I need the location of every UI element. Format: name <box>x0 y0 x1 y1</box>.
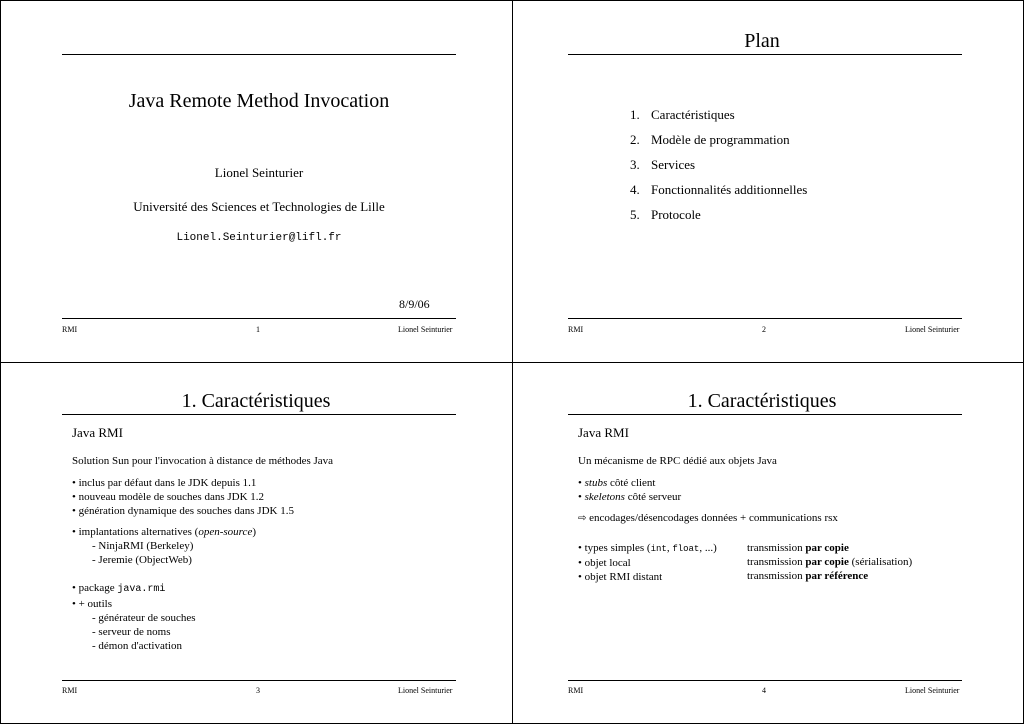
sub-item: - Jeremie (ObjectWeb) <box>92 554 192 566</box>
footer-page-number: 3 <box>256 686 260 695</box>
sub-item: - générateur de souches <box>92 612 196 624</box>
sub-item: - NinjaRMI (Berkeley) <box>92 540 194 552</box>
footer-left: RMI <box>568 686 584 695</box>
stub-bullets <box>578 476 681 504</box>
title-rule <box>62 54 456 55</box>
arrow-right-icon: ⇨ <box>578 513 587 524</box>
transmission-right <box>747 541 912 583</box>
transmission-mode: transmission par copie (sérialisation) <box>747 556 913 568</box>
transmission-mode: transmission par référence <box>747 570 869 582</box>
sub-item: - démon d'activation <box>92 640 182 652</box>
author: Lionel Seinturier <box>214 165 304 180</box>
bullet-item: • + outils <box>72 598 113 610</box>
footer-right: Lionel Seinturier <box>905 686 960 695</box>
plan-item: 3. Services <box>630 157 696 172</box>
title-rule <box>62 414 456 415</box>
bullet-item: • package java.rmi <box>72 582 166 595</box>
transmission-left <box>578 541 717 584</box>
transmission-mode: transmission par copie <box>747 542 849 554</box>
footer-left: RMI <box>62 325 78 334</box>
footer-right: Lionel Seinturier <box>905 325 960 334</box>
slide-4 <box>512 362 1024 724</box>
type-item: • types simples (int, float, ...) <box>578 542 717 554</box>
title-rule <box>568 414 962 415</box>
bullet-item: • génération dynamique des souches dans JDK 1.5 <box>72 505 294 517</box>
intro-text: Solution Sun pour l'invocation à distance de méthodes Java <box>72 455 334 467</box>
slide-3 <box>0 362 512 724</box>
slide-title: 1. Caractéristiques <box>687 390 837 412</box>
plan-item: 2. Modèle de programmation <box>630 132 790 147</box>
footer-right: Lionel Seinturier <box>398 325 453 334</box>
subtitle: Java RMI <box>72 425 123 440</box>
footer-left: RMI <box>568 325 584 334</box>
title-rule <box>568 54 962 55</box>
bullet-item: • skeletons côté serveur <box>578 491 682 503</box>
type-item: • objet local <box>578 557 631 569</box>
date: 8/9/06 <box>399 297 430 311</box>
subtitle: Java RMI <box>578 425 629 440</box>
intro-text: Un mécanisme de RPC dédié aux objets Java <box>578 455 777 467</box>
footer-rule <box>568 318 962 319</box>
footer-left: RMI <box>62 686 78 695</box>
footer-right: Lionel Seinturier <box>398 686 453 695</box>
slide-title: 1. Caractéristiques <box>181 390 331 412</box>
jdk-bullets <box>72 476 294 518</box>
footer-page-number: 2 <box>762 325 766 334</box>
footer-page-number: 1 <box>256 325 260 334</box>
slide-1 <box>0 0 512 362</box>
alternatives-block <box>72 525 256 567</box>
footer-rule <box>568 680 962 681</box>
bullet-item: • implantations alternatives (open-source) <box>72 526 256 538</box>
institution: Université des Sciences et Technologies de Lille <box>133 199 385 214</box>
bullet-item: • nouveau modèle de souches dans JDK 1.2 <box>72 491 265 503</box>
bullet-item: • inclus par défaut dans le JDK depuis 1.1 <box>72 477 257 489</box>
footer-rule <box>62 318 456 319</box>
plan-item: 5. Protocole <box>630 207 701 222</box>
plan-item: 1. Caractéristiques <box>630 107 735 122</box>
type-item: • objet RMI distant <box>578 571 663 583</box>
slide-2 <box>512 0 1024 362</box>
slide-title: Java Remote Method Invocation <box>128 90 390 112</box>
slide-title: Plan <box>744 30 780 52</box>
arrow-line: ⇨ encodages/désencodages données + communications rsx <box>578 512 838 524</box>
footer-page-number: 4 <box>762 686 766 695</box>
plan-item: 4. Fonctionnalités additionnelles <box>630 182 808 197</box>
email: Lionel.Seinturier@lifl.fr <box>176 232 342 244</box>
package-block <box>72 581 196 653</box>
plan-list <box>630 102 807 227</box>
footer-rule <box>62 680 456 681</box>
sub-item: - serveur de noms <box>92 626 171 638</box>
bullet-item: • stubs côté client <box>578 477 656 489</box>
